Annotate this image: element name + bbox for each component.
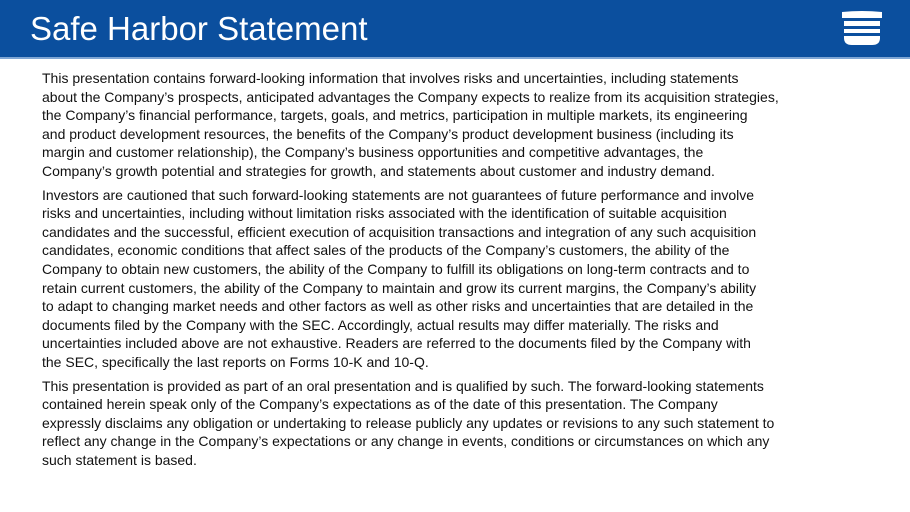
text-line: candidates and the successful, efficient execution of acquisition transactions and integration of any such acquisition [42,223,757,240]
text-line: about the Company’s prospects, anticipated advantages the Company expects to realize from its acquisition strategies, [42,88,779,105]
slide-title: Safe Harbor Statement [30,10,368,47]
text-line: the SEC, specifically the last reports on Forms 10-K and 10-Q. [42,353,429,370]
text-line: Company’s growth potential and strategies for growth, and statements about customer and industry demand. [42,162,715,179]
text-line: uncertainties included above are not exhaustive. Readers are referred to the documents filed by the Company with [42,335,751,352]
paragraph [42,69,902,181]
text-line: reflect any change in the Company’s expectations or any change in events, conditions or circumstances on which any [42,433,770,450]
text-line: retain current customers, the ability of the Company to maintain and grow its current margins, the Company’s ability [42,279,757,296]
safe-harbor-text [42,69,902,474]
text-line: the Company’s financial performance, targets, goals, and metrics, participation in multiple markets, its engineering [42,107,748,124]
text-line: documents filed by the Company with the SEC. Accordingly, actual results may differ materially. The risks and [42,316,719,333]
company-logo-icon [840,10,884,46]
paragraph [42,377,902,470]
text-line: expressly disclaims any obligation or undertaking to release publicly any updates or revisions to any such statement to [42,414,775,431]
text-line: Company to obtain new customers, the ability of the Company to fulfill its obligations on long-term contracts and to [42,260,750,277]
text-line: contained herein speak only of the Company’s expectations as of the date of this presentation. The Company [42,396,718,413]
text-line: risks and uncertainties, including without limitation risks associated with the identification of suitable acquisition [42,205,727,222]
text-line: candidates, economic conditions that affect sales of the products of the Company’s customers, the ability of the [42,242,730,259]
slide-header [0,0,910,59]
text-line: This presentation contains forward-looking information that involves risks and uncertainties, including statements [42,70,739,86]
text-line: This presentation is provided as part of an oral presentation and is qualified by such. The forward-looking statements [42,377,764,394]
text-line: such statement is based. [42,451,197,468]
paragraph [42,186,902,372]
text-line: margin and customer relationship), the Company’s business opportunities and competitive advantages, the [42,144,704,161]
text-line: Investors are cautioned that such forward-looking statements are not guarantees of future performance and involve [42,186,755,203]
text-line: and product development resources, the benefits of the Company’s product development business (including its [42,125,734,142]
text-line: to adapt to changing market needs and other factors as well as other risks and uncertainties that are detailed in the [42,298,754,315]
